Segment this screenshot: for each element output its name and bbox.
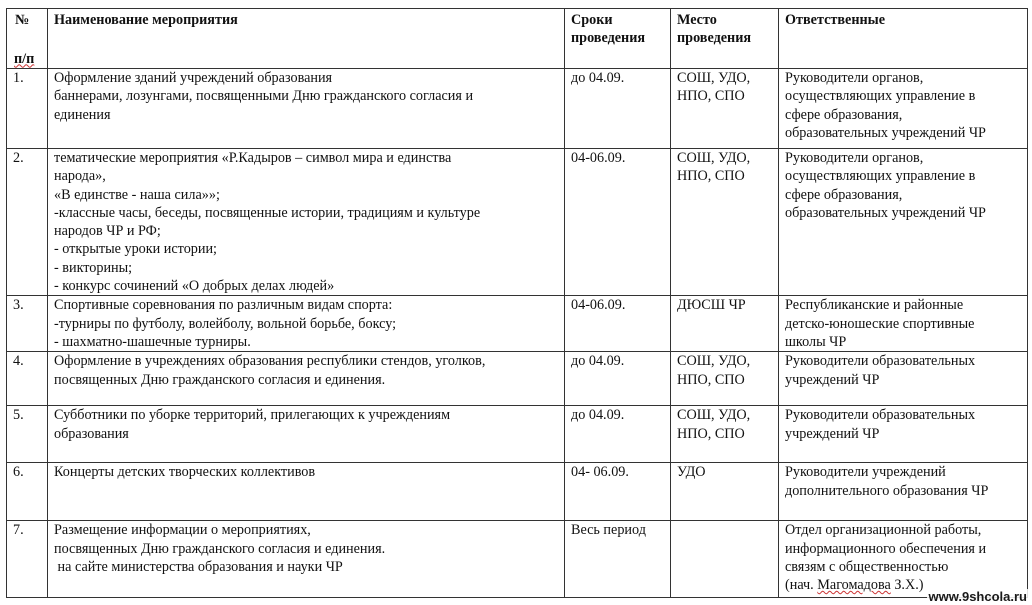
cell-place xyxy=(671,296,779,352)
header-place-line: проведения xyxy=(677,30,752,47)
header-place-line: Место xyxy=(677,12,717,28)
event-line: Оформление в учреждениях образования республики стендов, уголков, xyxy=(54,353,486,370)
events-table xyxy=(6,8,1028,598)
event-line: тематические мероприятия «Р.Кадыров – символ мира и единства xyxy=(54,150,452,166)
cell-place xyxy=(671,69,779,149)
table-row xyxy=(7,69,1028,149)
event-line: народа», xyxy=(54,168,106,185)
table-row xyxy=(7,463,1028,521)
responsible-line: образовательных учреждений ЧР xyxy=(785,204,986,221)
responsible-line: Отдел организационной работы, xyxy=(785,522,982,539)
header-row xyxy=(7,9,1028,69)
cell-responsible xyxy=(779,296,1028,352)
header-number-sign: № xyxy=(15,12,30,28)
cell-dates xyxy=(565,296,671,352)
place-line: НПО, СПО xyxy=(677,168,745,185)
responsible-line: школы ЧР xyxy=(785,333,847,350)
responsible-line: осуществляющих управление в xyxy=(785,88,976,105)
event-line: -турниры по футболу, волейболу, вольной борьбе, боксу; xyxy=(54,315,397,332)
dates-value: Весь период xyxy=(571,522,646,539)
event-line: Концерты детских творческих коллективов xyxy=(54,464,316,481)
cell-dates xyxy=(565,69,671,149)
header-number-pp: п/п xyxy=(14,50,35,67)
cell-event xyxy=(48,463,565,521)
header-place xyxy=(671,9,779,69)
responsible-line: Руководители органов, xyxy=(785,150,924,166)
header-event-label: Наименование мероприятия xyxy=(54,12,238,28)
event-line: -классные часы, беседы, посвященные истории, традициям и культуре xyxy=(54,204,481,221)
responsible-line: связям с общественностью xyxy=(785,558,949,575)
place-line: СОШ, УДО, xyxy=(677,70,751,86)
event-line: образования xyxy=(54,425,129,442)
cell-number xyxy=(7,149,48,296)
dates-value: до 04.09. xyxy=(571,407,625,424)
cell-event xyxy=(48,69,565,149)
event-line: народов ЧР и РФ; xyxy=(54,223,161,240)
dates-value: до 04.09. xyxy=(571,70,625,86)
responsible-note-prefix: (нач. xyxy=(785,577,818,594)
responsible-line: дополнительного образования ЧР xyxy=(785,482,989,499)
row-number: 5. xyxy=(13,407,24,424)
event-line: Размещение информации о мероприятиях, xyxy=(54,522,311,539)
header-dates-line: Сроки xyxy=(571,12,613,28)
responsible-line: Руководители образовательных xyxy=(785,353,976,370)
row-number: 1. xyxy=(13,70,24,86)
event-line: на сайте министерства образования и науки ЧР xyxy=(54,558,343,575)
cell-event xyxy=(48,352,565,406)
table-row xyxy=(7,521,1028,598)
event-line: баннерами, лозунгами, посвященными Дню гражданского согласия и xyxy=(54,88,474,105)
cell-place xyxy=(671,406,779,463)
event-line: Субботники по уборке территорий, прилегающих к учреждениям xyxy=(54,407,451,424)
row-number: 7. xyxy=(13,522,24,539)
place-line: СОШ, УДО, xyxy=(677,150,751,166)
event-line: Оформление зданий учреждений образования xyxy=(54,70,333,86)
responsible-line: осуществляющих управление в xyxy=(785,168,976,185)
dates-value: до 04.09. xyxy=(571,353,625,370)
table-row xyxy=(7,352,1028,406)
event-line: - викторины; xyxy=(54,259,133,276)
dates-value: 04-06.09. xyxy=(571,150,626,166)
cell-event xyxy=(48,521,565,598)
cell-place xyxy=(671,149,779,296)
cell-responsible xyxy=(779,149,1028,296)
responsible-line: информационного обеспечения и xyxy=(785,540,987,557)
cell-responsible xyxy=(779,352,1028,406)
table-row xyxy=(7,296,1028,352)
responsible-line: Руководители учреждений xyxy=(785,464,946,481)
responsible-line: образовательных учреждений ЧР xyxy=(785,124,986,141)
responsible-note-name: Магомадова xyxy=(817,577,891,594)
place-line: ДЮСШ ЧР xyxy=(677,297,746,314)
place-line: НПО, СПО xyxy=(677,371,745,388)
header-responsible xyxy=(779,9,1028,69)
cell-responsible xyxy=(779,521,1028,598)
place-line: УДО xyxy=(677,464,706,481)
table-row xyxy=(7,406,1028,463)
cell-dates xyxy=(565,406,671,463)
row-number: 3. xyxy=(13,297,24,314)
event-line: Спортивные соревнования по различным видам спорта: xyxy=(54,297,393,314)
cell-dates xyxy=(565,521,671,598)
cell-place xyxy=(671,352,779,406)
row-number: 4. xyxy=(13,353,24,370)
header-dates-line: проведения xyxy=(571,30,646,47)
event-line: посвященных Дню гражданского согласия и единения. xyxy=(54,540,386,557)
event-line: посвященных Дню гражданского согласия и единения. xyxy=(54,371,386,388)
cell-responsible xyxy=(779,69,1028,149)
header-dates xyxy=(565,9,671,69)
cell-event xyxy=(48,149,565,296)
event-line: - открытые уроки истории; xyxy=(54,241,218,258)
event-line: «В единстве - наша сила»»; xyxy=(54,186,220,203)
cell-number xyxy=(7,352,48,406)
row-number: 2. xyxy=(13,150,24,166)
event-line: - конкурс сочинений «О добрых делах людей» xyxy=(54,278,335,295)
cell-number xyxy=(7,406,48,463)
responsible-line: сфере образования, xyxy=(785,106,903,123)
header-number xyxy=(7,9,48,69)
responsible-line: сфере образования, xyxy=(785,186,903,203)
dates-value: 04-06.09. xyxy=(571,297,626,314)
dates-value: 04- 06.09. xyxy=(571,464,629,481)
cell-event xyxy=(48,296,565,352)
cell-place xyxy=(671,521,779,598)
cell-event xyxy=(48,406,565,463)
cell-number xyxy=(7,521,48,598)
responsible-line: учреждений ЧР xyxy=(785,371,880,388)
cell-number xyxy=(7,296,48,352)
cell-responsible xyxy=(779,463,1028,521)
cell-number xyxy=(7,69,48,149)
responsible-line: Руководители органов, xyxy=(785,70,924,86)
cell-number xyxy=(7,463,48,521)
table-row xyxy=(7,149,1028,296)
event-line: единения xyxy=(54,106,111,123)
header-responsible-label: Ответственные xyxy=(785,12,886,28)
row-number: 6. xyxy=(13,464,24,481)
cell-place xyxy=(671,463,779,521)
responsible-line: Руководители образовательных xyxy=(785,407,976,424)
event-line: - шахматно-шашечные турниры. xyxy=(54,333,251,350)
responsible-line: учреждений ЧР xyxy=(785,425,880,442)
responsible-line: детско-юношеские спортивные xyxy=(785,315,975,332)
cell-dates xyxy=(565,352,671,406)
place-line: НПО, СПО xyxy=(677,88,745,105)
place-line: НПО, СПО xyxy=(677,425,745,442)
place-line: СОШ, УДО, xyxy=(677,407,751,424)
responsible-note-suffix: З.Х.) xyxy=(890,577,924,594)
responsible-line: Республиканские и районные xyxy=(785,297,964,314)
cell-responsible xyxy=(779,406,1028,463)
cell-dates xyxy=(565,463,671,521)
cell-dates xyxy=(565,149,671,296)
place-line: СОШ, УДО, xyxy=(677,353,751,370)
watermark: www.9shcola.ru xyxy=(928,589,1027,604)
header-event xyxy=(48,9,565,69)
